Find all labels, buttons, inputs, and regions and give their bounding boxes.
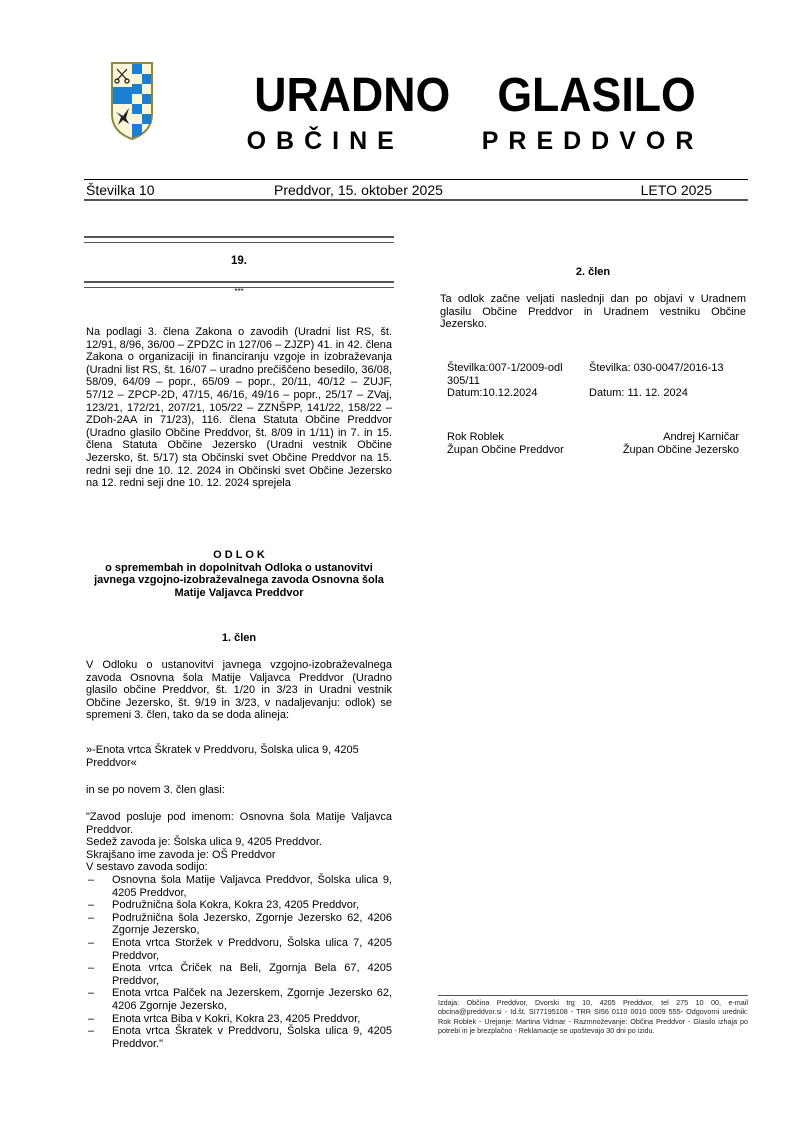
- odlok-title: O D L O K: [213, 549, 265, 561]
- issue-bar: [84, 180, 748, 200]
- signatory-role-left: Župan Občine Preddvor: [447, 443, 564, 456]
- reference-left: [447, 362, 567, 400]
- signature-left: [447, 431, 597, 456]
- signatory-role-right: Župan Občine Jezersko: [622, 443, 739, 456]
- section-rule-top: [84, 236, 394, 243]
- list-item: – Enota vrtca Čriček na Beli, Zgornja Bela 67, 4205 Preddvor,: [88, 962, 392, 987]
- signatory-name-left: Rok Roblek: [447, 431, 504, 443]
- publication-subtitle: OBČINE PREDDVOR: [246, 127, 704, 155]
- reference-date-right: Datum: 11. 12. 2024: [589, 387, 688, 400]
- article-1-text: V Odloku o ustanovitvi javnega vzgojno-izobraževalnega zavoda Osnovna šola Matije Valjavca Preddvor (Uradno glasilo občine Preddvor, št. 1/20 in 3/23 in Uradni vestnik Občine Jezersko, št. 9/19 in 3/23, v nadaljevanju: odlok) se spremeni 3. člen, tako da se doda alineja:: [86, 659, 392, 722]
- odlok-subtitle: o spremembah in dopolnitvah Odloka o ustanovitvi javnega vzgojno-izobraževalnega zavoda Osnovna šola Matije Valjavca Preddvor: [94, 561, 384, 599]
- zavod-units-list: [86, 874, 392, 1050]
- new-article-intro: in se po novem 3. člen glasi:: [86, 784, 225, 796]
- article-1-heading: 1. člen: [221, 632, 257, 644]
- reference-number-right: Številka: 030-0047/2016-13: [589, 362, 724, 374]
- legal-basis-paragraph: Na podlagi 3. člena Zakona o zavodih (Uradni list RS, št. 12/91, 8/96, 36/00 – ZPDZC in 127/06 – ZJZP) 41. in 42. člena Zakona o organizaciji in financiranju vzgoje in izobraževanja (Uradni list RS, št. 16/07 – uradno prečiščeno besedilo, 36/08, 58/09, 64/09 – popr., 65/09 – popr., 20/11, 40/12 – ZUJF, 57/12 – ZPCP-2D, 47/15, 46/16, 49/16 – popr., 25/17 – ZVaj, 123/21, 172/21, 207/21, 105/22 – ZZNŠPP, 141/22, 158/22 – ZDoh-2AA in 71/23), 116. člena Statuta Občine Preddvor (Uradno glasilo Občine Preddvor, št. 8/09 in 1/11) in 7. in 15. člena Statuta Občine Jezersko (Uradni vestnik Občine Jezersko, št. 5/17) sta Občinski svet Občine Preddvor na 15. redni seji dne 10. 12. 2024 in Občinski svet Občine Jezersko na 12. redni seji dne 10. 12. 2024 sprejela: [86, 326, 392, 490]
- issue-number: Številka 10: [86, 182, 155, 198]
- list-item: – Enota vrtca Škratek v Preddvoru, Šolska ulica 9, 4205 Preddvor.": [88, 1025, 392, 1050]
- list-item: – Enota vrtca Biba v Kokri, Kokra 23, 4205 Preddvor,: [88, 1012, 361, 1025]
- header-bottom-rule: [84, 199, 748, 201]
- reference-number-left: Številka:007-1/2009-odl305/11: [447, 362, 563, 387]
- publication-title: URADNO GLASILO: [254, 69, 696, 122]
- article-2-text: Ta odlok začne veljati naslednji dan po objavi v Uradnem glasilu Občine Preddvor in Uradnem vestniku Občine Jezersko.: [440, 293, 746, 331]
- zavod-name: "Zavod posluje pod imenom: Osnovna šola Matije Valjavca Preddvor.: [86, 811, 392, 836]
- signature-right: [600, 431, 739, 456]
- list-item: – Osnovna šola Matije Valjavca Preddvor, Šolska ulica 9, 4205 Preddvor,: [88, 873, 392, 899]
- crest-icon: [111, 62, 153, 140]
- list-item: – Podružnična šola Jezersko, Zgornje Jezersko 62, 4206 Zgornje Jezersko,: [88, 911, 392, 937]
- zavod-short-name: Skrajšano ime zavoda je: OŠ Preddvor: [86, 848, 276, 861]
- signatory-name-right: Andrej Karničar: [663, 431, 739, 443]
- list-item: – Podružnična šola Kokra, Kokra 23, 4205 Preddvor,: [88, 899, 360, 912]
- odlok-heading: [86, 549, 392, 599]
- municipality-crest: [111, 62, 153, 140]
- list-item: – Enota vrtca Storžek v Preddvoru, Šolska ulica 7, 4205 Preddvor,: [88, 936, 392, 962]
- list-item: – Enota vrtca Palček na Jezerskem, Zgornje Jezersko 62, 4206 Zgornje Jezersko,: [88, 987, 392, 1012]
- new-article-text: [86, 811, 392, 1050]
- publisher-imprint: Izdaja: Občina Preddvor, Dvorski trg 10, 4205 Preddvor, tel 275 10 00, e-mail obcina@preddvor.si - Id.št. SI77195108 - TRR SI56 0110 0010 0009 555- Odgovorni urednik: Rok Roblek - Urejanje: Martina Vidmar - Razmnoževanje: Občina Preddvor - Glasilo izhaja po potrebi in je brezplačno - Reklamacije se upoštevajo 30 dni po izidu.: [438, 998, 748, 1036]
- issue-date: Preddvor, 15. oktober 2025: [274, 182, 443, 198]
- zavod-seat: Sedež zavoda je: Šolska ulica 9, 4205 Preddvor.: [86, 836, 323, 849]
- issue-year: LETO 2025: [640, 182, 712, 198]
- separator-stars: ***: [234, 287, 244, 296]
- added-indent: »-Enota vrtca Škratek v Preddvoru, Šolska ulica 9, 4205 Preddvor«: [86, 744, 359, 769]
- act-number: 19.: [231, 255, 247, 267]
- zavod-units-intro: V sestavo zavoda sodijo:: [86, 861, 208, 874]
- reference-right: [589, 362, 749, 400]
- article-2-heading: 2. člen: [575, 266, 611, 278]
- reference-date-left: Datum:10.12.2024: [447, 387, 538, 400]
- footer-rule: [438, 995, 748, 996]
